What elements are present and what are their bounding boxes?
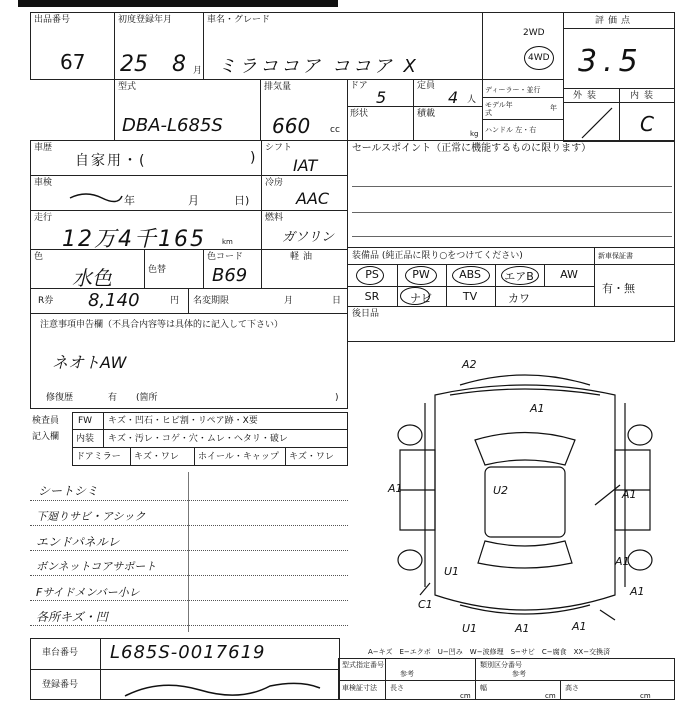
selling-points-label: セールスポイント（正常に機能するものに限ります） <box>352 143 592 154</box>
repair-location: (箇所 <box>136 393 158 403</box>
damage-legend: A−キズ E−エクボ U−凹み W−波修理 S−サビ C−腐食 XX−交換済 <box>368 648 611 656</box>
footer-length-unit: cm <box>460 692 471 700</box>
lubricant-label: 軽油 <box>290 252 317 262</box>
ac-value: AAC <box>296 189 330 208</box>
drive-4wd-value: 4WD <box>528 53 550 63</box>
drive-2wd-label: 2WD <box>523 28 545 38</box>
dealer-label: ディーラー・並行 <box>485 86 541 94</box>
equip-pw-circle <box>405 266 437 285</box>
equip-tv: TV <box>462 290 478 303</box>
repair-close: ) <box>335 393 339 403</box>
equip-ps: PS <box>365 268 379 281</box>
warranty-card-label: 新車保証書 <box>598 252 633 260</box>
inspection-box <box>30 175 262 211</box>
inspector-wheel: ホイール・キャップ <box>198 452 279 462</box>
footer-class-no: 類別区分番号 <box>480 661 522 669</box>
diagram-mark-a1-far-right: A1 <box>630 585 645 598</box>
diagram-mark-a2: A2 <box>462 358 477 371</box>
recycle-value: 8,140 <box>88 290 140 311</box>
model-year-label: モデル年式 <box>485 101 513 117</box>
load-unit: kg <box>470 130 479 138</box>
inspection-year: 年 <box>124 194 135 207</box>
displacement-unit: cc <box>330 125 340 135</box>
equip-airbag-circle <box>501 266 539 285</box>
equip-airbag: エアB <box>504 270 534 283</box>
exterior-slash <box>578 104 618 140</box>
mileage-value: 12万4千165 <box>62 227 206 252</box>
rating-value: 3.5 <box>578 44 644 79</box>
diagram-mark-a1-left: A1 <box>388 482 403 495</box>
inspector-label-1: 検査員 <box>32 416 60 426</box>
inspector-note-2: 下廻りサビ・アシック <box>36 510 146 523</box>
diagram-mark-c1: C1 <box>418 598 433 611</box>
footer-width: 幅 <box>480 684 487 692</box>
equip-navi-circle <box>400 287 430 305</box>
car-name-label: 車名・グレード <box>207 15 271 25</box>
footer-length: 長さ <box>390 684 404 692</box>
handle-label: ハンドル 左・右 <box>485 126 537 134</box>
inspector-interior: 内装 <box>76 434 95 444</box>
footer-height-unit: cm <box>640 692 651 700</box>
inspection-scribble <box>66 188 126 206</box>
exterior-label: 外装 <box>573 91 602 101</box>
vin-label: 車台番号 <box>42 648 79 658</box>
diagram-mark-u1-rear: U1 <box>462 622 478 635</box>
inspector-note-3: エンドパネルレ <box>36 535 120 549</box>
footer-model-cert: 型式指定番号 <box>342 661 384 669</box>
inspection-label: 車検 <box>34 178 53 188</box>
shift-label: シフト <box>265 143 293 153</box>
notes-value: ネオトAW <box>52 353 127 372</box>
lot-label: 出品番号 <box>34 15 71 25</box>
first-reg-month: 8 <box>172 52 186 77</box>
usage-close: ) <box>250 150 256 166</box>
vin-value: L685S-0017619 <box>110 642 266 663</box>
inspector-mirror: ドアミラー <box>76 452 121 462</box>
color-code-value: B69 <box>212 265 248 286</box>
capacity-unit: 人 <box>467 95 477 105</box>
usage-label: 車歴 <box>34 143 53 153</box>
mileage-unit: km <box>222 238 233 246</box>
name-change-month: 月 <box>284 296 294 306</box>
diagram-mark-a1-rear-1: A1 <box>515 622 530 635</box>
inspector-wheel-text: キズ・ワレ <box>289 452 334 462</box>
color-code-label: 色コード <box>207 252 244 262</box>
equip-ps-circle <box>356 266 384 285</box>
inspector-note-5: Fサイドメンバー小レ <box>36 586 140 599</box>
footer-size-label: 車検証寸法 <box>342 684 377 692</box>
first-reg-month-unit: 月 <box>193 66 203 76</box>
diagram-mark-u1-left: U1 <box>444 565 460 578</box>
post-date-box <box>347 306 675 342</box>
inspector-note-6: 各所キズ・凹 <box>36 610 108 624</box>
footer-height: 高さ <box>565 684 579 692</box>
doors-value: 5 <box>376 88 387 107</box>
first-reg-year: 25 <box>120 52 148 77</box>
equip-abs-circle <box>452 266 490 285</box>
color-label: 色 <box>34 252 44 262</box>
shift-value: IAT <box>293 156 318 175</box>
color-change-label: 色替 <box>148 265 167 275</box>
equip-sr: SR <box>364 290 380 303</box>
fuel-label: 燃料 <box>265 213 284 223</box>
post-date-label: 後日品 <box>352 309 380 319</box>
name-change-day: 日 <box>332 296 342 306</box>
equip-pw: PW <box>412 268 430 281</box>
inspection-day: 日) <box>234 194 250 207</box>
car-name-value: ミラココア ココア X <box>218 56 419 77</box>
footer-ref-1: 参考 <box>400 670 414 678</box>
equip-navi: ナビ <box>410 292 432 305</box>
diagram-mark-u2: U2 <box>493 484 509 497</box>
diagram-mark-a1-top: A1 <box>530 402 545 415</box>
selling-points-box <box>347 140 675 248</box>
color-value: 水色 <box>72 266 112 290</box>
displacement-label: 排気量 <box>264 82 292 92</box>
diagram-mark-a1-rear-right: A1 <box>615 555 630 568</box>
warranty-value: 有・無 <box>602 282 635 295</box>
footer-ref-2: 参考 <box>512 670 526 678</box>
inspector-interior-text: キズ・汚レ・コゲ・穴・ムレ・ヘタリ・破レ <box>108 434 288 444</box>
doors-label: ドア <box>350 81 368 91</box>
notes-label: 注意事項申告欄（不具合内容等は具体的に記入して下さい） <box>40 320 284 330</box>
interior-label: 内装 <box>630 91 659 101</box>
inspector-note-4: ボンネットコアサポート <box>36 560 157 573</box>
equipment-label: 装備品 (純正品に限り○をつけてください) <box>352 251 523 261</box>
capacity-value: 4 <box>448 88 459 107</box>
usage-value: 自家用・( <box>75 153 147 169</box>
shape-label: 形状 <box>350 109 369 119</box>
footer-width-unit: cm <box>545 692 556 700</box>
header-strip <box>18 0 338 7</box>
inspector-fw-text: キズ・凹石・ヒビ割・リペア跡・X要 <box>108 416 258 426</box>
load-label: 積載 <box>417 109 436 119</box>
fuel-value: ガソリン <box>282 230 335 245</box>
recycle-label: R券 <box>38 296 54 306</box>
mileage-label: 走行 <box>34 213 53 223</box>
inspector-fw: FW <box>78 416 93 426</box>
equip-aw: AW <box>560 268 578 281</box>
recycle-unit: 円 <box>170 296 180 306</box>
reg-no-scribble <box>120 672 330 700</box>
first-reg-label: 初度登録年月 <box>118 15 173 25</box>
name-change-label: 名変期限 <box>193 296 230 306</box>
equip-abs: ABS <box>459 268 481 281</box>
diagram-mark-a1-rear-2: A1 <box>572 620 587 633</box>
inspector-mirror-text: キズ・ワレ <box>134 452 179 462</box>
rating-label: 評価点 <box>595 16 635 26</box>
capacity-label: 定員 <box>417 81 436 91</box>
interior-value: C <box>640 112 654 136</box>
repair-value: 有 <box>108 393 118 403</box>
repair-label: 修復歴 <box>46 393 74 403</box>
inspection-month: 月 <box>188 194 199 207</box>
inspector-label-2: 記入欄 <box>32 432 60 442</box>
ac-label: 冷房 <box>265 178 284 188</box>
reg-no-label: 登録番号 <box>42 680 79 690</box>
displacement-value: 660 <box>272 114 311 138</box>
drive-box <box>482 12 564 80</box>
inspector-note-1: シートシミ <box>38 484 99 498</box>
lot-number: 67 <box>60 50 86 74</box>
equip-leather: カワ <box>508 292 530 305</box>
model-value: DBA-L685S <box>122 115 223 136</box>
diagram-mark-a1-right: A1 <box>622 488 637 501</box>
model-year-unit: 年 <box>550 104 557 112</box>
model-label: 型式 <box>118 82 137 92</box>
